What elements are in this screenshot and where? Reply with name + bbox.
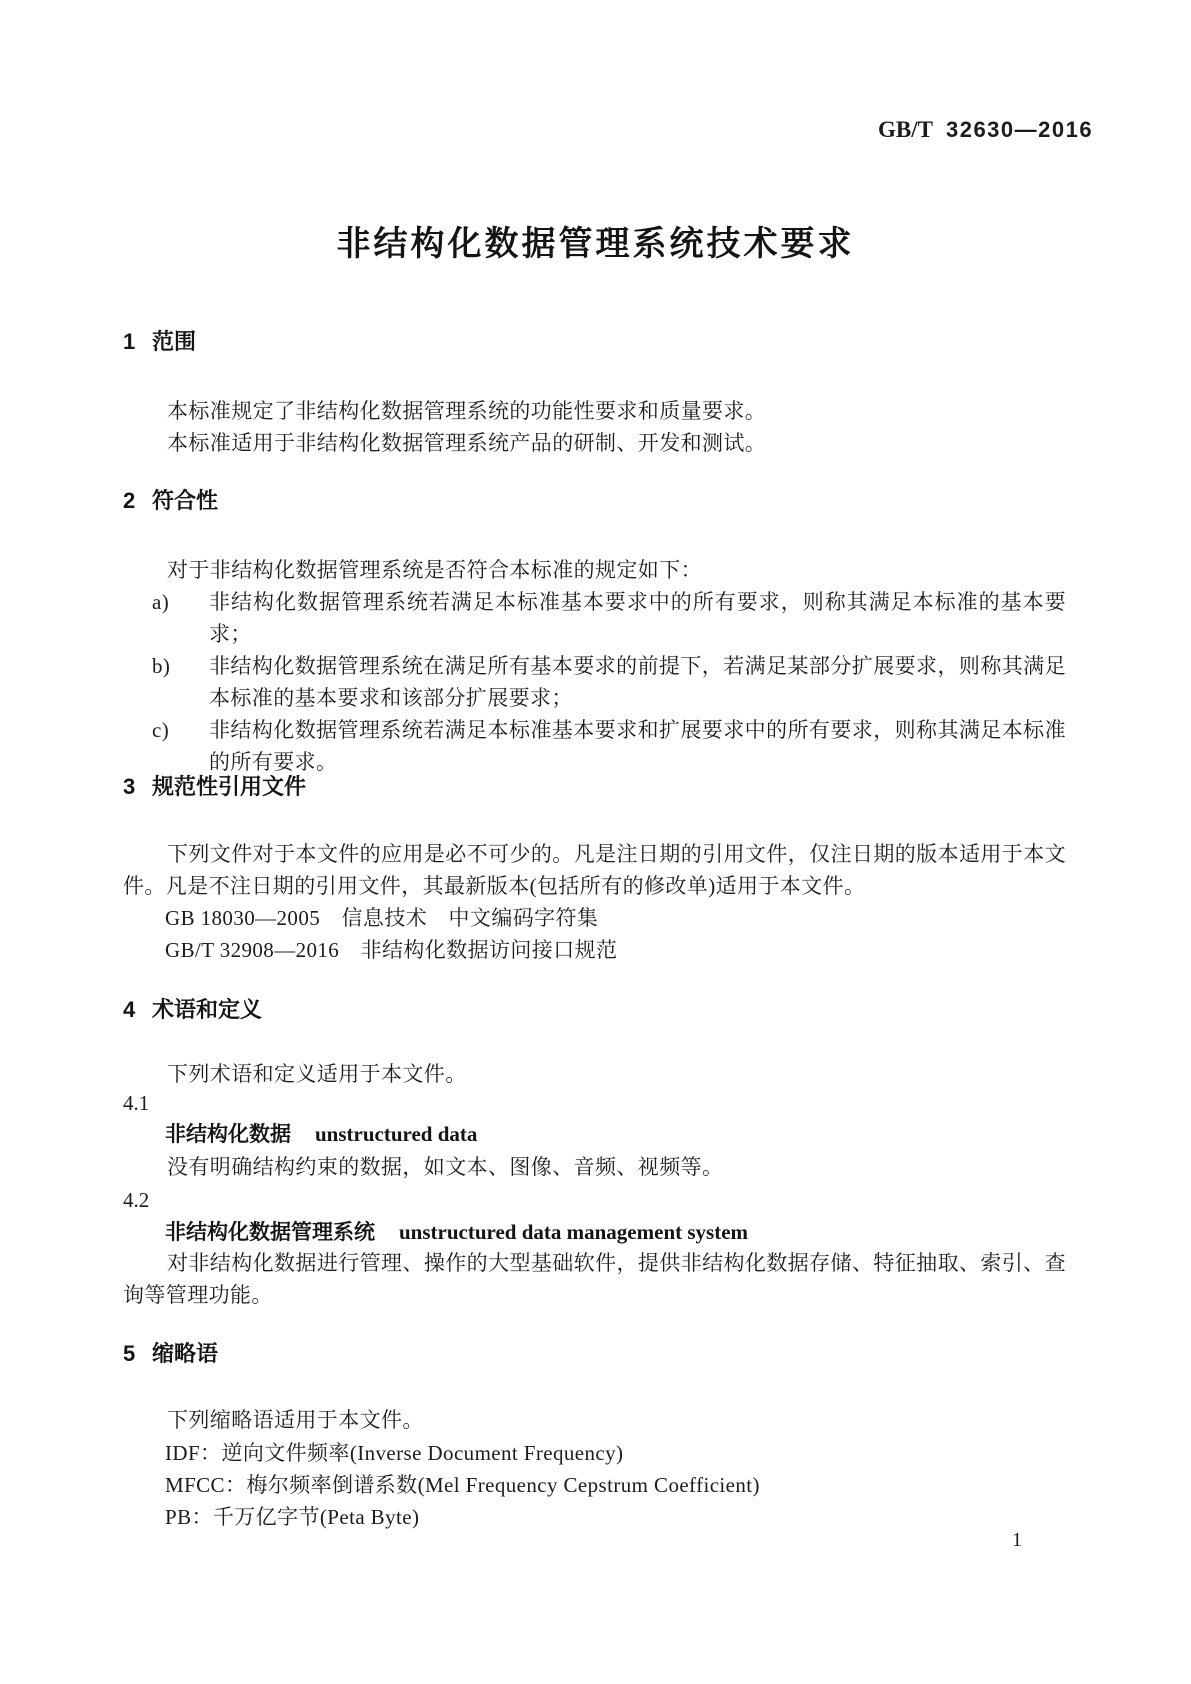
standard-code-number: 32630—2016	[945, 117, 1094, 142]
list-item-label: b)	[152, 654, 171, 678]
list-item	[123, 586, 1066, 650]
section-3-title: 规范性引用文件	[152, 774, 307, 799]
section-3-heading	[123, 775, 1066, 799]
paragraph: 下列术语和定义适用于本文件。	[167, 1062, 467, 1086]
clause-number-4-1: 4.1	[123, 1091, 150, 1115]
section-4-number: 4	[123, 997, 136, 1022]
section-1-heading	[123, 330, 1066, 354]
paragraph: 没有明确结构约束的数据，如文本、图像、音频、视频等。	[167, 1155, 724, 1179]
term-en: unstructured data management system	[399, 1220, 749, 1244]
abbreviation-entry: PB：千万亿字节(Peta Byte)	[165, 1505, 420, 1529]
section-1-title: 范围	[152, 329, 197, 354]
paragraph: 下列文件对于本文件的应用是必不可少的。凡是注日期的引用文件，仅注日期的版本适用于本文件。凡是不注日期的引用文件，其最新版本(包括所有的修改单)适用于本文件。	[123, 842, 1066, 898]
section-5-number: 5	[123, 1341, 136, 1366]
term-definition	[123, 1247, 1066, 1311]
paragraph: 对于非结构化数据管理系统是否符合本标准的规定如下：	[167, 558, 702, 582]
paragraph: 对非结构化数据进行管理、操作的大型基础软件，提供非结构化数据存储、特征抽取、索引、查询等管理功能。	[123, 1251, 1066, 1307]
section-5-title: 缩略语	[152, 1341, 219, 1366]
abbreviation-entry: IDF：逆向文件频率(Inverse Document Frequency)	[165, 1441, 624, 1465]
list-item-text: 非结构化数据管理系统若满足本标准基本要求中的所有要求，则称其满足本标准的基本要求；	[209, 590, 1066, 646]
list-item-text: 非结构化数据管理系统在满足所有基本要求的前提下，若满足某部分扩展要求，则称其满足本标准的基本要求和该部分扩展要求；	[209, 654, 1066, 710]
term-zh: 非结构化数据	[165, 1123, 291, 1146]
term-zh: 非结构化数据管理系统	[165, 1221, 375, 1244]
section-4-heading	[123, 998, 1066, 1022]
list-item	[123, 650, 1066, 714]
section-1-body	[123, 395, 1066, 459]
section-2-title: 符合性	[152, 488, 219, 513]
section-2-number: 2	[123, 488, 136, 513]
section-4-intro	[123, 1058, 1066, 1090]
clause-number-4-2: 4.2	[123, 1188, 150, 1212]
standard-code	[878, 117, 1093, 143]
reference-entry: GB/T 32908—2016 非结构化数据访问接口规范	[165, 938, 618, 962]
term-entry	[123, 1217, 1066, 1250]
paragraph: 本标准规定了非结构化数据管理系统的功能性要求和质量要求。	[167, 399, 767, 423]
section-3-number: 3	[123, 774, 136, 799]
reference-entry: GB 18030—2005 信息技术 中文编码字符集	[165, 906, 599, 930]
section-4-title: 术语和定义	[152, 997, 263, 1022]
page-number: 1	[1012, 1529, 1022, 1551]
list-item-text: 非结构化数据管理系统若满足本标准基本要求和扩展要求中的所有要求，则称其满足本标准的所有要求。	[209, 718, 1066, 774]
standard-code-prefix: GB/T	[878, 117, 933, 142]
section-5-intro	[123, 1404, 1066, 1436]
section-3-references	[123, 902, 1066, 966]
paragraph: 本标准适用于非结构化数据管理系统产品的研制、开发和测试。	[167, 431, 767, 455]
section-2-heading	[123, 489, 1066, 513]
term-en: unstructured data	[315, 1122, 478, 1146]
abbreviation-list	[123, 1437, 1066, 1533]
term-definition	[123, 1151, 1066, 1183]
abbreviation-entry: MFCC：梅尔频率倒谱系数(Mel Frequency Cepstrum Coefficient)	[165, 1473, 760, 1497]
section-2-intro	[123, 554, 1066, 586]
list-item-label: a)	[152, 590, 170, 614]
document-title: 非结构化数据管理系统技术要求	[336, 225, 855, 263]
section-3-intro	[123, 838, 1066, 902]
section-2-list	[123, 586, 1066, 778]
list-item-label: c)	[152, 718, 170, 742]
list-item	[123, 714, 1066, 778]
section-1-number: 1	[123, 329, 136, 354]
term-entry	[123, 1119, 1066, 1152]
section-5-heading	[123, 1342, 1066, 1366]
paragraph: 下列缩略语适用于本文件。	[167, 1408, 424, 1432]
